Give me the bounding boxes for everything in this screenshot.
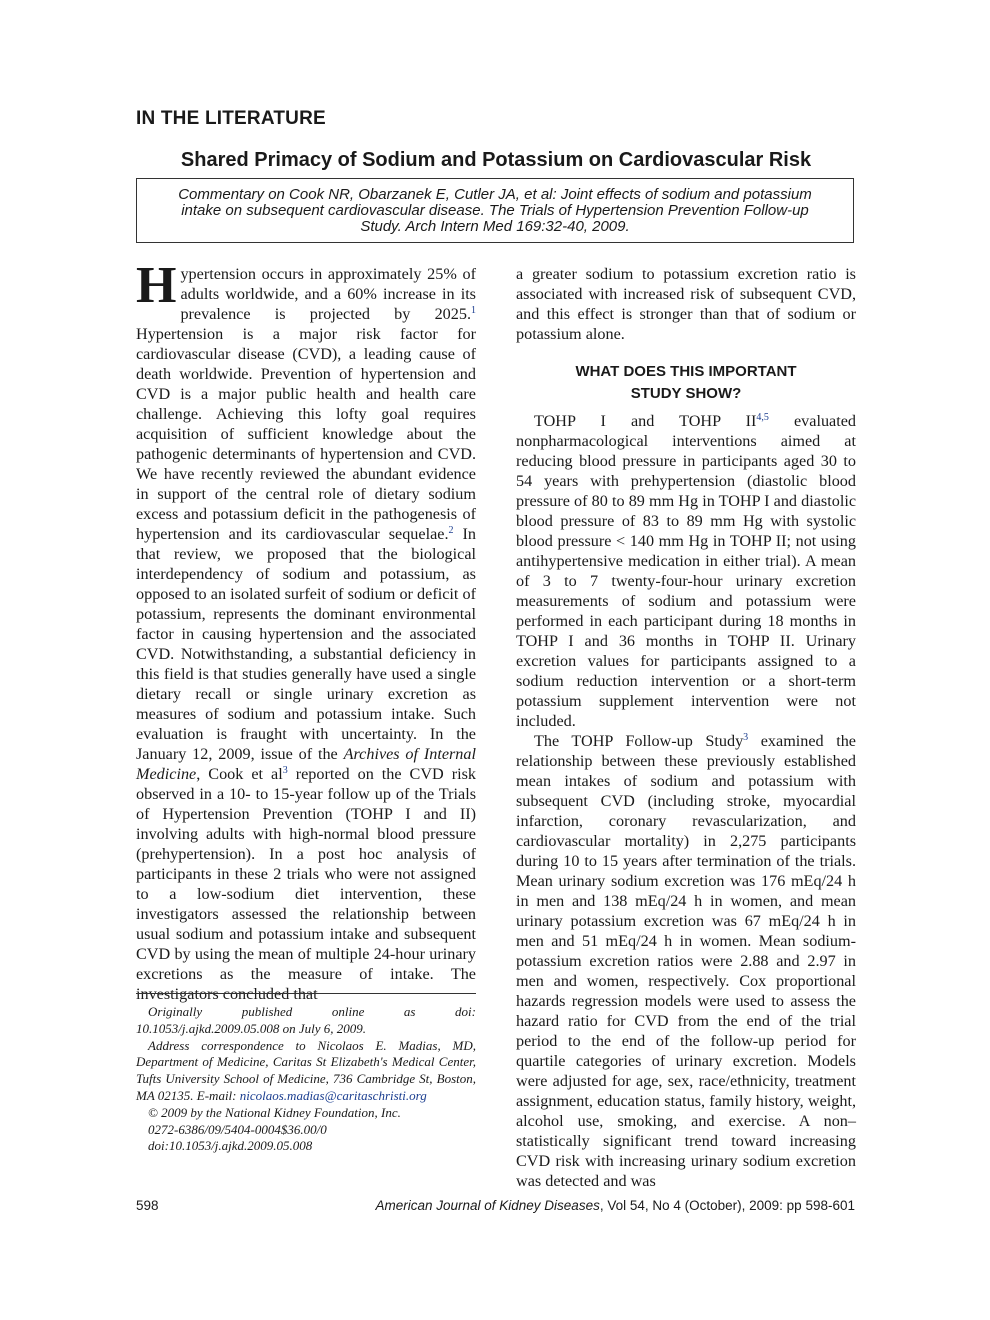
text-span: , Cook et al xyxy=(196,765,283,783)
footnote-divider xyxy=(136,993,476,994)
section-heading xyxy=(516,361,856,405)
citation-details: , Vol 54, No 4 (October), 2009: pp 598-601 xyxy=(599,1198,855,1213)
drop-cap: H xyxy=(136,257,177,314)
right-column xyxy=(516,264,856,1191)
reference-link[interactable]: 2 xyxy=(448,525,454,536)
footnotes xyxy=(136,1004,476,1155)
reference-link[interactable]: 3 xyxy=(743,732,749,743)
text-span: reported on the CVD risk observed in a 10- to 15-year follow up of the Trials of Hypertension Prevention (TOHP I and II) involving adults with high-normal blood pressure (prehypertension). In a post hoc analysis of participants in these 2 trials who were not assigned to a low-sodium diet intervention, these investigators assessed the relationship between usual sodium and potassium intake and subsequent CVD by using the mean of multiple 24-hour urinary excretions as the measure of intake. The investigators concluded that xyxy=(136,765,476,1003)
commentary-box xyxy=(136,178,854,243)
issn-note: 0272-6386/09/5404-0004$36.00/0 xyxy=(148,1121,327,1137)
text-span: ypertension occurs in approximately 25% of adults worldwide, and a 60% increase in its prevalence is projected by 2025. xyxy=(180,265,476,323)
section-heading-line: WHAT DOES THIS IMPORTANT xyxy=(575,363,797,380)
reference-link[interactable]: 1 xyxy=(471,305,476,316)
journal-title: American Journal of Kidney Diseases xyxy=(375,1198,600,1213)
correspondence-note xyxy=(136,1038,476,1105)
text-span: evaluated nonpharmacological interventions aimed at reducing blood pressure in participants aged 30 to 54 years with prehypertension (diastolic blood pressure of 80 to 89 mm Hg in TOHP I and diastolic blood pressure of 83 to 89 mm Hg with systolic blood pressure < 140 mm Hg in TOHP II; not using antihypertensive medication in either trial). A mean of 3 to 7 twenty-four-hour urinary excretion measurements of sodium and potassium were performed in each participant during 18 months in TOHP I and 36 months in TOHP II. Urinary excretion values for participants assigned to a sodium reduction intervention or a short-term potassium supplement intervention were not included. xyxy=(516,412,856,730)
publication-note: Originally published online as doi: 10.1053/j.ajkd.2009.05.008 on July 6, 2009. xyxy=(136,1004,476,1036)
text-span: examined the relationship between these previously established mean intakes of sodium and potassium with subsequent CVD (including stroke, myocardial infarction, coronary revascularization, and cardiovascular mortality) in 2,275 participants during 10 to 15 years after termination of the trials. Mean urinary sodium excretion was 176 mEq/24 h in men and 138 mEq/24 h in women, and mean urinary potassium excretion was 67 mEq/24 h in men and 51 mEq/24 h in women. Mean sodium-potassium excretion ratios were 2.88 and 2.97 in men and women, respectively. Cox proportional hazards regression models were used to assess the hazard ratio for CVD from the end of the trial period to the end of the follow-up period for quartile categories of urinary excretion. Models were adjusted for age, sex, race/ethnicity, treatment assignment, education status, family history, weight, alcohol use, smoking, and exercise. A non–statistically significant trend toward increasing CVD risk with increasing urinary sodium excretion was detected and was xyxy=(516,732,856,1190)
paragraph xyxy=(516,731,856,1191)
commentary-text: Commentary on Cook NR, Obarzanek E, Cutler JA, et al: Joint effects of sodium and potassium intake on subsequent cardiovascular disease. The Trials of Hypertension Prevention Follow-up Study. Arch Intern Med 169:32-40, 2009. xyxy=(178,186,812,235)
doi-note: doi:10.1053/j.ajkd.2009.05.008 xyxy=(148,1138,313,1154)
paragraph xyxy=(516,411,856,731)
email-link[interactable]: nicolaos.madias@caritaschristi.org xyxy=(239,1087,427,1103)
continued-paragraph: a greater sodium to potassium excretion ratio is associated with increased risk of subsequent CVD, and this effect is stronger than that of sodium or potassium alone. xyxy=(516,265,856,343)
text-span: TOHP I and TOHP II xyxy=(534,412,757,430)
text-span: Hypertension is a major risk factor for cardiovascular disease (CVD), a leading cause of death worldwide. Prevention of hypertension and CVD is a major public health and health care challenge. Achieving this lofty goal requires acquisition of sufficient knowledge about the pathogenic determinants of hypertension and CVD. We have recently reviewed the abundant evidence in support of the central role of dietary sodium excess and potassium deficit in the pathogenesis of hypertension and its cardiovascular sequelae. xyxy=(136,325,476,543)
text-span: Address correspondence to Nicolaos E. Madias, MD, Department of Medicine, Caritas St Elizabeth's Medical Center, Tufts University School of Medicine, 736 Cambridge St, Boston, MA 02135. E-mail: xyxy=(136,1037,476,1103)
left-column xyxy=(136,257,476,1004)
journal-name: Archives of Internal Medicine xyxy=(136,745,476,783)
journal-citation xyxy=(375,1198,855,1213)
text-span: In that review, we proposed that the biological interdependency of sodium and potassium, as opposed to an isolated surfeit of sodium or deficit of potassium, represents the dominant environmental factor in causing hypertension and the associated CVD. Notwithstanding, a substantial deficiency in this field is that studies generally have used a single dietary recall or single urinary excretion as measures of sodium and potassium intake. Such evaluation is fraught with uncertainty. In the January 12, 2009, issue of the xyxy=(136,525,476,763)
article-title: Shared Primacy of Sodium and Potassium on Cardiovascular Risk xyxy=(180,149,812,171)
reference-link[interactable]: 4,5 xyxy=(756,412,769,423)
section-heading-line: STUDY SHOW? xyxy=(630,385,742,402)
section-label: IN THE LITERATURE xyxy=(136,108,326,129)
page-number: 598 xyxy=(136,1198,159,1213)
copyright-note: © 2009 by the National Kidney Foundation, Inc. xyxy=(148,1104,401,1120)
reference-link[interactable]: 3 xyxy=(282,765,288,776)
intro-paragraph xyxy=(136,257,476,1004)
text-span: The TOHP Follow-up Study xyxy=(534,732,744,750)
